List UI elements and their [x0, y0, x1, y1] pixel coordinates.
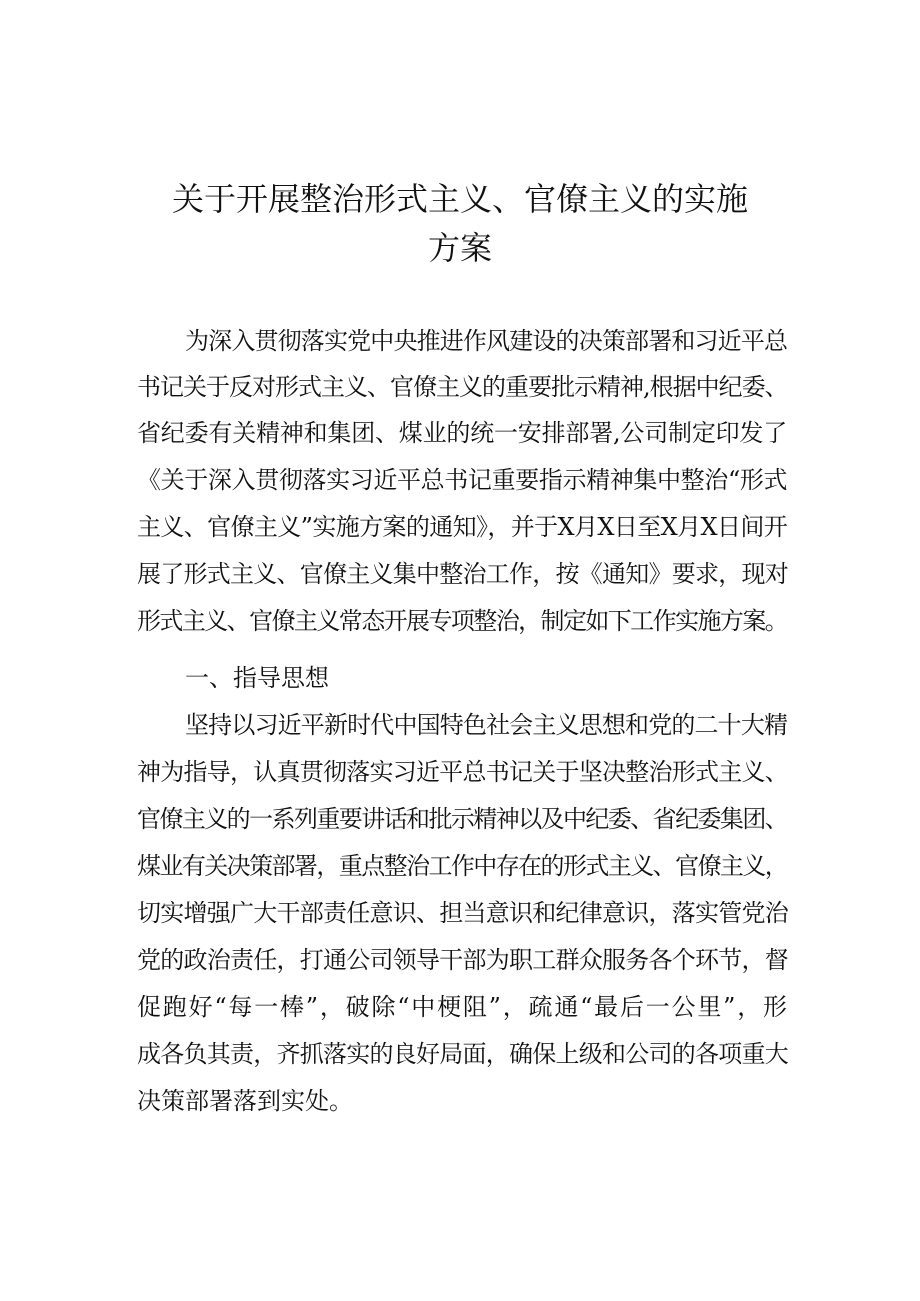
section-1-line: 神为指导，认真贯彻落实习近平总书记关于坚决整治形式主义、 — [137, 758, 788, 786]
intro-line: 主义、官僚主义”实施方案的通知》，并于X月X日至X月X日间开 — [137, 513, 787, 541]
intro-line: 为深入贯彻落实党中央推进作风建设的决策部署和习近平总 — [185, 327, 787, 355]
document-title-line-2: 方案 — [427, 229, 492, 267]
intro-line: 展了形式主义、官僚主义集中整治工作，按《通知》要求，现对 — [137, 560, 788, 588]
document-title-line-1: 关于开展整治形式主义、官僚主义的实施 — [171, 180, 748, 218]
section-1-line: 党的政治责任，打通公司领导干部为职工群众服务各个环节，督 — [137, 946, 788, 974]
intro-line: 省纪委有关精神和集团、煤业的统一安排部署,公司制定印发了 — [137, 419, 787, 447]
intro-line: 书记关于反对形式主义、官僚主义的重要批示精神,根据中纪委、 — [137, 373, 788, 401]
intro-line: 形式主义、官僚主义常态开展专项整治，制定如下工作实施方案。 — [137, 607, 787, 635]
section-1-line: 坚持以习近平新时代中国特色社会主义思想和党的二十大精 — [185, 711, 787, 739]
section-1-line: 成各负其责，齐抓落实的良好局面，确保上级和公司的各项重大 — [137, 1040, 788, 1068]
section-1-line: 煤业有关决策部署，重点整治工作中存在的形式主义、官僚主义， — [137, 852, 787, 880]
intro-line: 《关于深入贯彻落实习近平总书记重要指示精神集中整治“形式 — [137, 466, 787, 494]
section-heading: 一、指导思想 — [185, 664, 329, 692]
section-1-line: 决策部署落到实处。 — [137, 1087, 353, 1115]
section-1-line: 切实增强广大干部责任意识、担当意识和纪律意识，落实管党治 — [137, 899, 788, 927]
section-1-line: 官僚主义的一系列重要讲话和批示精神以及中纪委、省纪委集团、 — [137, 805, 787, 833]
section-1-line: 促跑好“每一棒”，破除“中梗阻”，疏通“最后一公里”，形 — [137, 993, 787, 1021]
